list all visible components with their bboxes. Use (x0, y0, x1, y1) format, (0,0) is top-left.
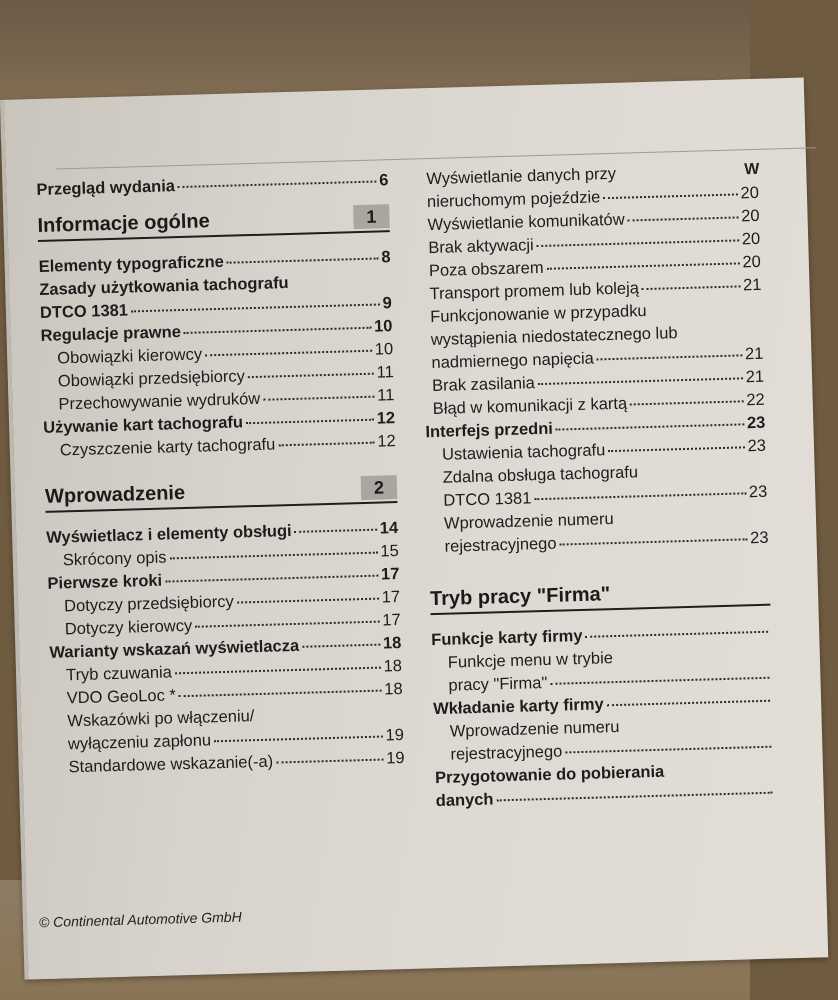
toc-entry-label: wyłączeniu zapłonu (67, 731, 212, 754)
toc-entry-label: Pierwsze kroki (47, 571, 163, 593)
section-title: Informacje ogólne (37, 210, 211, 237)
toc-entry-first-line: Wprowadzenie numeru (443, 510, 614, 533)
leader-dots (214, 735, 383, 743)
leader-dots (597, 353, 742, 360)
leader-dots (278, 441, 374, 447)
toc-entry-label: nieruchomym pojeździe (426, 188, 601, 212)
leader-dots (607, 699, 770, 707)
leader-dots (295, 528, 377, 533)
toc-entry-label: Funkcje karty firmy (430, 626, 583, 650)
leader-dots (608, 445, 744, 452)
document-page (0, 78, 828, 980)
leader-dots (237, 597, 379, 604)
leader-dots (263, 395, 374, 401)
toc-entry-first-line: Wprowadzenie numeru (449, 717, 620, 741)
toc-entry-page: 10 (374, 340, 394, 359)
toc-entry-label: Ustawienia tachografu (441, 441, 606, 464)
leader-dots (302, 643, 380, 648)
section-heading-2[interactable] (45, 471, 398, 513)
toc-entry-page: 17 (380, 565, 400, 584)
toc-entry-page: 20 (741, 229, 761, 249)
toc-entry-page: 20 (740, 183, 760, 203)
leader-dots (537, 238, 739, 247)
toc-entry-page: 15 (380, 542, 400, 561)
section-title: Tryb pracy "Firma" (429, 583, 611, 611)
toc-entry-label: Brak zasilania (431, 374, 536, 396)
toc-entry-page: 19 (385, 725, 405, 745)
toc-entry-label: rejestracyjnego (444, 534, 557, 556)
toc-entry-label: Warianty wskazań wyświetlacza (49, 636, 300, 662)
toc-entry-label: nadmiernego napięcia (431, 349, 595, 373)
toc-entry-label: Standardowe wskazanie(-a) (68, 752, 274, 777)
toc-entry-first-line: Zdalna obsługa tachografu (442, 463, 639, 487)
section-number: 2 (361, 475, 398, 500)
leader-dots (559, 537, 747, 545)
section-heading-1[interactable] (37, 200, 390, 242)
leader-dots (184, 326, 371, 334)
toc-right-column (418, 161, 776, 815)
leader-dots (205, 349, 372, 357)
toc-entry-label: Wkładanie karty firmy (432, 695, 604, 719)
toc-entry-label: danych (435, 790, 494, 811)
toc-entry-label: Brak aktywacji (428, 236, 534, 258)
leader-dots (630, 399, 743, 405)
toc-entry-label: Elementy typograficzne (38, 252, 225, 276)
toc-entry-page: 21 (742, 275, 762, 295)
toc-left-column (36, 171, 405, 782)
toc-entry-page: 10 (373, 317, 393, 336)
leader-dots (169, 551, 377, 560)
leader-dots (131, 302, 380, 312)
toc-entry-first-line: Zasady użytkowania tachografu (39, 274, 289, 299)
toc-entry-label: rejestracyjnego (450, 742, 563, 764)
toc-entry-first-line: Funkcje menu w trybie (447, 649, 614, 672)
leader-dots (175, 666, 381, 675)
section-heading-3[interactable] (430, 574, 771, 615)
toc-entry-page: 9 (382, 294, 393, 313)
toc-entry-page: 21 (745, 367, 765, 387)
leader-dots (179, 689, 382, 698)
toc-entry-page: 14 (379, 519, 399, 538)
toc-entry-first-line: Wskazówki po włączeniu/ (67, 707, 255, 731)
toc-entry-label: VDO GeoLoc * (66, 686, 177, 708)
leader-dots (248, 372, 374, 379)
toc-entry-page: 23 (748, 482, 768, 502)
toc-entry-page: 11 (376, 363, 395, 382)
toc-entry-label: Tryb czuwania (65, 663, 173, 685)
toc-entry-label: DTCO 1381 (443, 489, 532, 510)
section-number: 1 (353, 204, 390, 229)
toc-entry-page: 20 (740, 206, 760, 226)
toc-entry-label: Dotyczy kierowcy (64, 616, 193, 639)
toc-entry-label: Regulacje prawne (40, 323, 182, 345)
toc-entry-page: 8 (381, 248, 391, 267)
leader-dots (628, 215, 739, 221)
toc-entry-first-line: Przygotowanie do pobierania (434, 762, 665, 788)
leader-dots (246, 418, 374, 425)
toc-entry-label: Skrócony opis (62, 548, 167, 570)
toc-entry-label: Wyświetlanie komunikatów (427, 210, 625, 235)
toc-entry-label: Przegląd wydania (36, 177, 176, 200)
leader-dots (556, 422, 744, 430)
toc-entry-page: 6 (378, 171, 389, 190)
toc-entry-label: Obowiązki kierowcy (56, 345, 203, 368)
toc-entry-label: Używanie kart tachografu (42, 413, 244, 437)
toc-entry-first-line: Funkcjonowanie w przypadku (429, 302, 647, 327)
toc-entry-page: 17 (381, 588, 401, 607)
toc-entry-label: Błąd w komunikacji z kartą (432, 394, 628, 419)
toc-entry-label: Dotyczy przedsiębiorcy (63, 592, 234, 616)
section-title: Wprowadzenie (44, 481, 186, 508)
toc-entry-page: 23 (746, 413, 766, 433)
leader-dots (603, 192, 737, 199)
toc-entry-label: Obowiązki przedsiębiorcy (57, 367, 246, 391)
leader-dots (585, 630, 768, 638)
leader-dots (178, 180, 376, 189)
toc-entry-page: 23 (749, 528, 769, 548)
toc-entry-label: pracy "Firma" (448, 673, 548, 695)
toc-entry-page: 18 (383, 679, 403, 699)
toc-entry-label: Interfejs przedni (425, 419, 554, 442)
toc-entry-page: 18 (382, 634, 402, 653)
copyright-footer: © Continental Automotive GmbH (38, 908, 242, 931)
cut-off-letter: W (744, 160, 760, 179)
leader-dots (538, 376, 743, 385)
toc-entry-page: 21 (744, 344, 764, 364)
leader-dots (276, 758, 383, 764)
toc-entry-label: Transport promem lub koleją (429, 279, 640, 304)
toc-entry-page: 20 (742, 252, 762, 272)
leader-dots (534, 491, 746, 500)
leader-dots (165, 574, 378, 583)
leader-dots (496, 791, 772, 802)
toc-entry-label: Poza obszarem (428, 258, 544, 281)
toc-entry-page: 22 (746, 390, 765, 410)
leader-dots (565, 745, 771, 754)
toc-entry-label: Przechowywanie wydruków (58, 389, 261, 414)
leader-dots (550, 676, 769, 685)
toc-entry[interactable] (36, 171, 389, 204)
toc-entry-page: 17 (382, 611, 401, 630)
toc-entry-page: 12 (376, 409, 396, 428)
toc-entry-page: 19 (385, 748, 405, 768)
toc-entry-label: Czyszczenie karty tachografu (59, 435, 276, 460)
toc-entry-label: Wyświetlacz i elementy obsługi (45, 522, 292, 547)
toc-entry-page: 11 (377, 386, 395, 405)
leader-dots (227, 256, 379, 263)
toc-entry-first-line: Wyświetlanie danych przy (426, 164, 617, 189)
leader-dots (642, 284, 740, 290)
toc-entry-second-line: wystąpienia niedostatecznego lub (430, 324, 678, 350)
leader-dots (547, 261, 740, 269)
toc-entry-page: 12 (377, 432, 396, 451)
leader-dots (195, 620, 379, 628)
toc-entry-label: DTCO 1381 (39, 301, 129, 322)
toc-entry-page: 23 (747, 436, 767, 456)
toc-entry-page: 18 (383, 657, 403, 676)
